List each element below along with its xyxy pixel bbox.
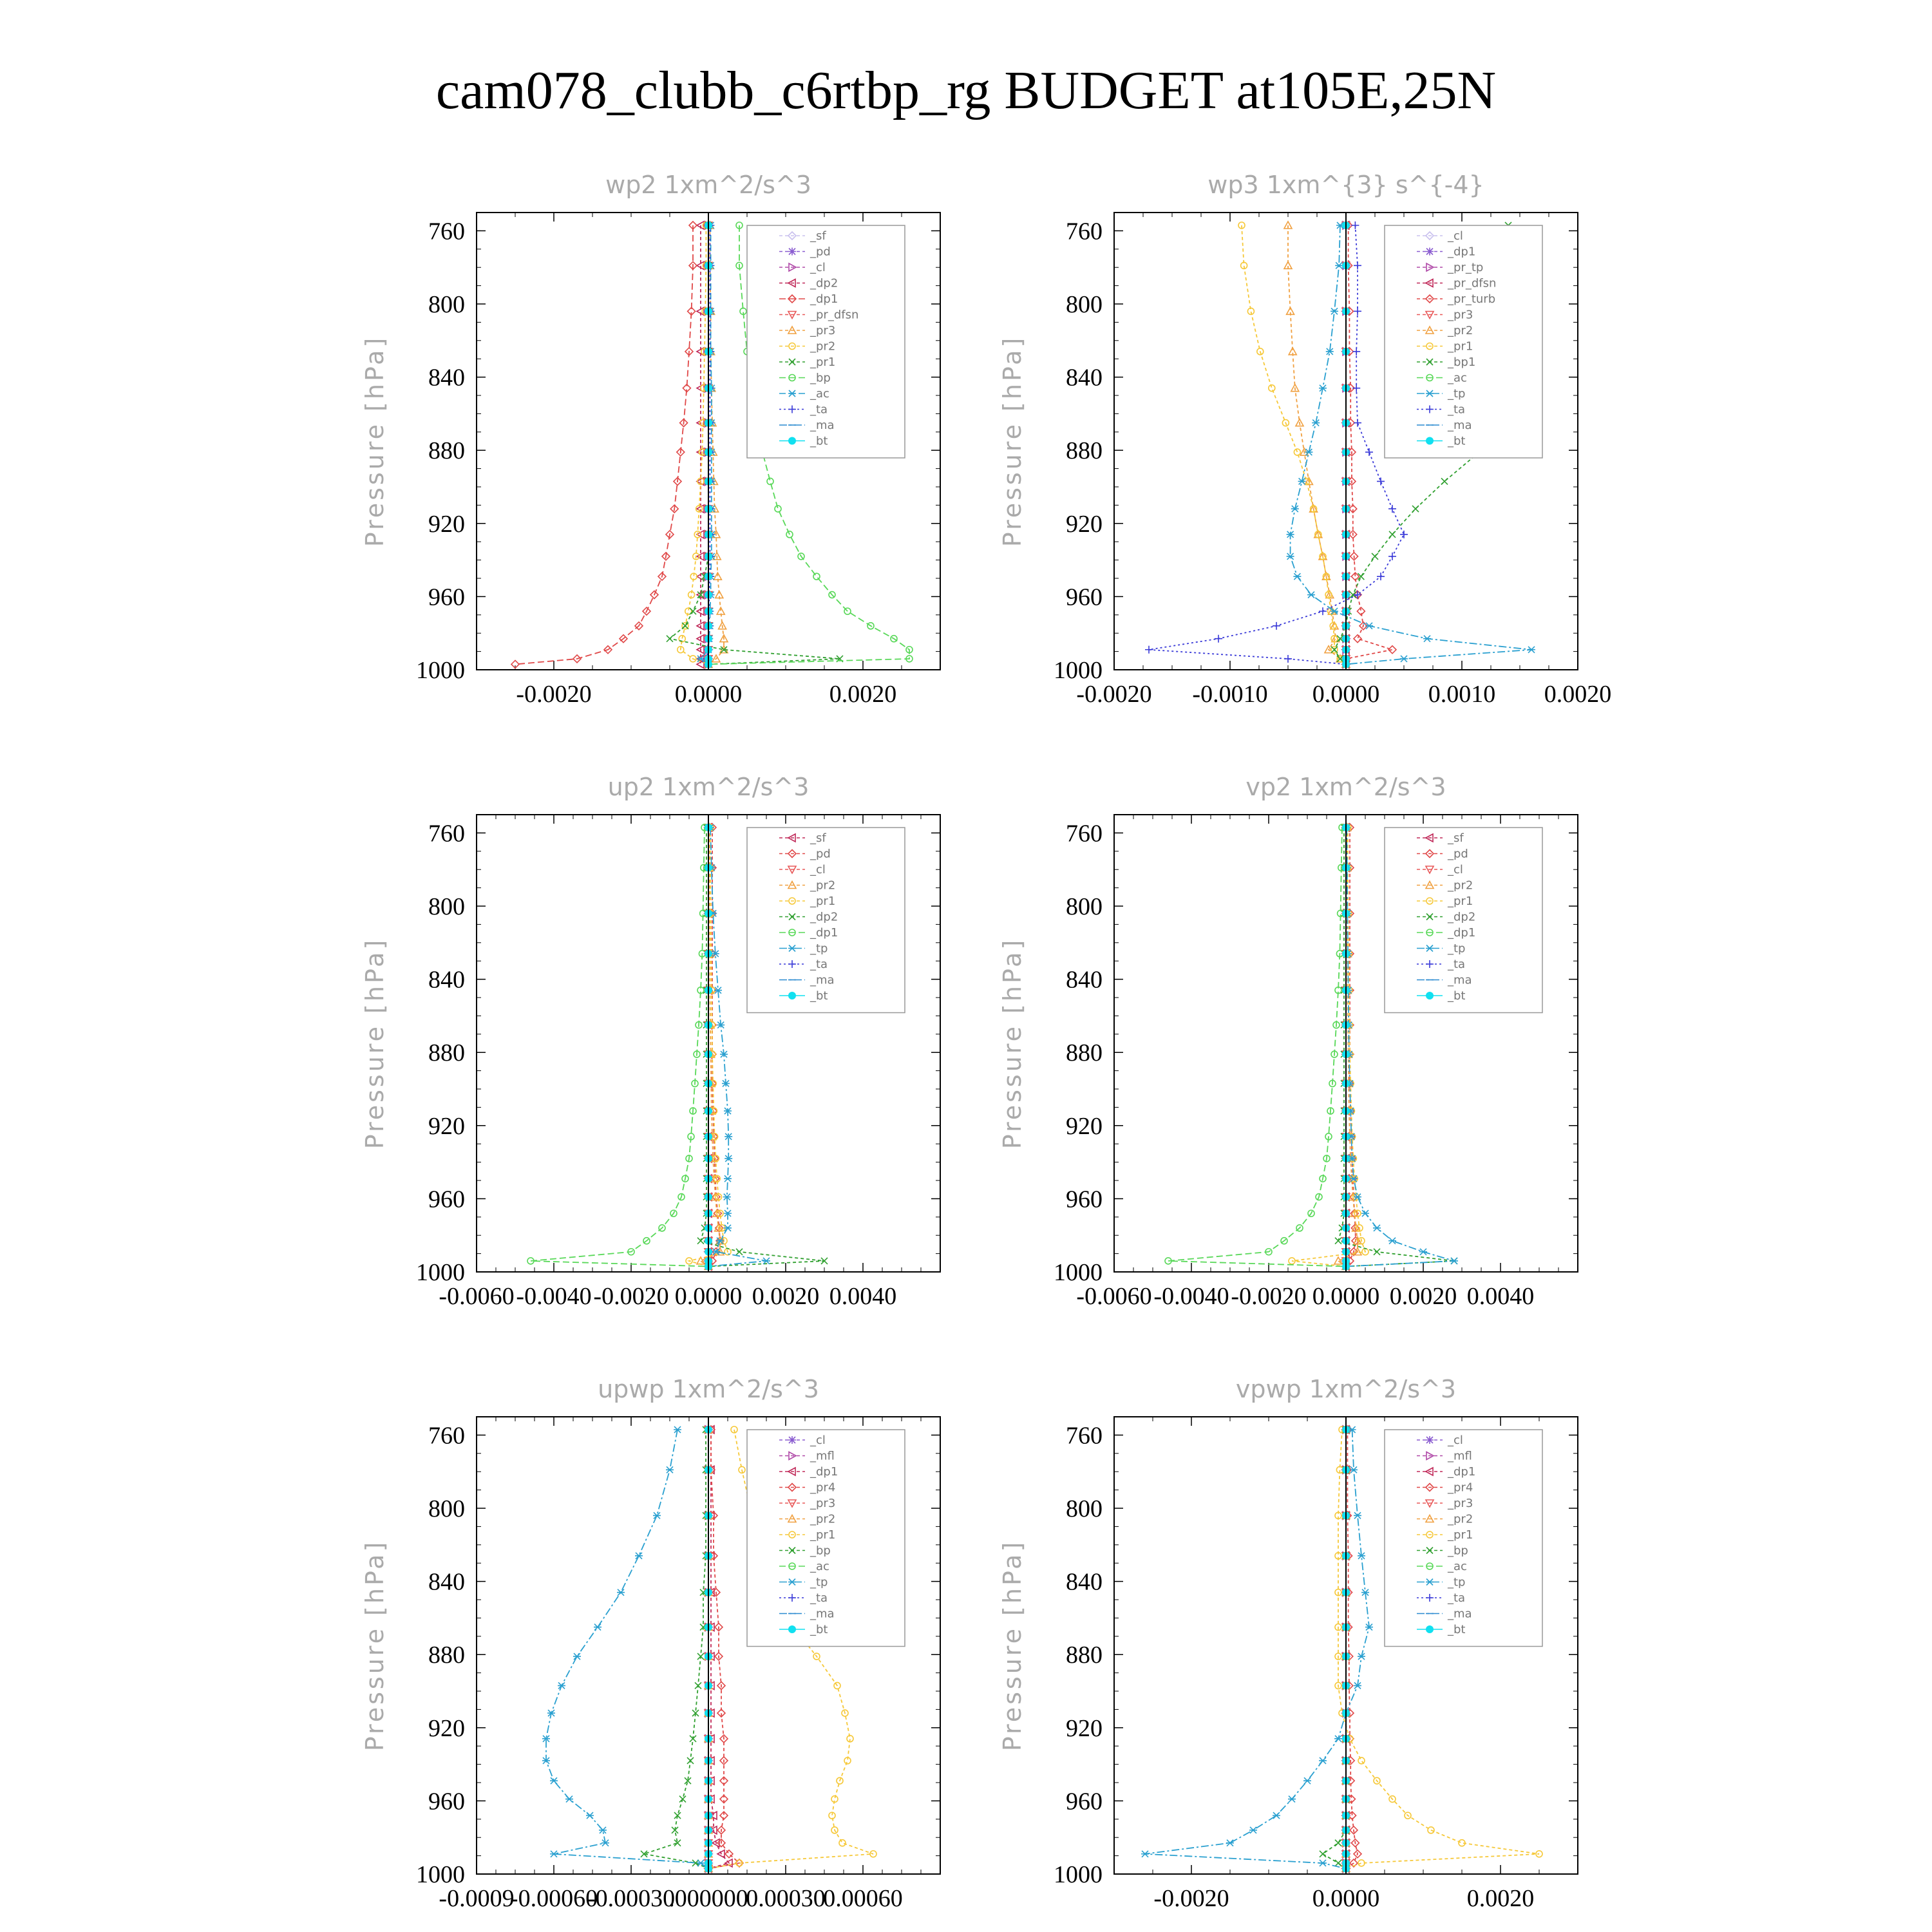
x-tick-label: 0.00060 bbox=[823, 1885, 903, 1912]
legend-label: _pd bbox=[1448, 847, 1468, 861]
panel-title: up2 1xm^2/s^3 bbox=[607, 773, 810, 801]
x-tick-label: -0.0040 bbox=[1153, 1283, 1229, 1310]
legend-label: _tp bbox=[1448, 942, 1466, 956]
x-tick-label: -0.0060 bbox=[439, 1283, 515, 1310]
legend bbox=[1385, 1430, 1542, 1647]
y-tick-label: 840 bbox=[428, 1568, 465, 1596]
legend-label: _ta bbox=[810, 402, 828, 417]
y-tick-label: 960 bbox=[428, 1788, 465, 1815]
x-tick-label: 0.0000 bbox=[674, 681, 743, 708]
x-tick-label: -0.00060 bbox=[509, 1885, 598, 1912]
y-tick-label: 960 bbox=[1066, 1186, 1103, 1213]
y-tick-label: 800 bbox=[428, 291, 465, 318]
y-tick-label: 760 bbox=[428, 1422, 465, 1450]
x-tick-label: -0.0010 bbox=[1192, 681, 1268, 708]
legend-label: _pr_turb bbox=[1448, 292, 1496, 306]
legend-label: _bt bbox=[1448, 989, 1466, 1003]
legend-label: _ma bbox=[810, 419, 835, 432]
x-tick-label: -0.0020 bbox=[1231, 1283, 1307, 1310]
legend-label: _pr1 bbox=[810, 895, 836, 908]
y-tick-label: 840 bbox=[1066, 1568, 1103, 1596]
y-tick-label: 800 bbox=[1066, 893, 1103, 920]
y-tick-label: 1000 bbox=[416, 1861, 465, 1888]
legend-label: _dp1 bbox=[810, 292, 838, 306]
legend-label: _pr4 bbox=[810, 1481, 836, 1495]
legend-label: _pr1 bbox=[1448, 339, 1473, 354]
figure-title: cam078_clubb_c6rtbp_rg BUDGET at105E,25N bbox=[435, 61, 1497, 120]
legend-label: _ta bbox=[1448, 1591, 1466, 1605]
legend-marker bbox=[788, 992, 796, 999]
legend-label: _ma bbox=[1448, 419, 1472, 432]
legend bbox=[747, 828, 905, 1013]
legend-label: _ac bbox=[810, 387, 829, 401]
y-tick-label: 880 bbox=[1066, 1039, 1103, 1067]
y-tick-label: 960 bbox=[1066, 1788, 1103, 1815]
legend-label: _pr3 bbox=[810, 324, 836, 337]
legend-label: _ma bbox=[810, 973, 835, 987]
legend-label: _cl bbox=[810, 1434, 826, 1447]
legend-label: _sf bbox=[810, 831, 826, 845]
x-tick-label: .000000 bbox=[668, 1885, 748, 1912]
legend-label: _dp1 bbox=[1448, 926, 1476, 940]
panel-title: wp2 1xm^2/s^3 bbox=[605, 171, 811, 199]
y-tick-label: 800 bbox=[428, 1495, 465, 1522]
legend-label: _tp bbox=[1448, 1575, 1466, 1589]
legend-label: _tp bbox=[810, 942, 828, 956]
x-tick-label: 0.0020 bbox=[1544, 681, 1612, 708]
legend-label: _ac bbox=[1448, 1560, 1467, 1573]
y-tick-label: 840 bbox=[1066, 364, 1103, 392]
legend-label: _pr3 bbox=[1448, 308, 1473, 322]
y-tick-label: 1000 bbox=[1054, 1861, 1103, 1888]
legend-marker bbox=[1426, 248, 1434, 256]
legend-marker bbox=[1426, 1436, 1434, 1444]
legend-label: _pd bbox=[810, 245, 831, 259]
legend-marker bbox=[788, 1436, 796, 1444]
legend-label: _cl bbox=[1448, 229, 1463, 243]
legend-label: _pr3 bbox=[810, 1497, 836, 1510]
y-tick-label: 920 bbox=[428, 510, 465, 538]
legend-label: _tp bbox=[810, 1575, 828, 1589]
legend-marker bbox=[788, 437, 796, 445]
x-tick-label: -0.0040 bbox=[516, 1283, 592, 1310]
y-tick-label: 840 bbox=[428, 966, 465, 994]
legend-label: _ta bbox=[810, 1591, 828, 1605]
y-tick-label: 920 bbox=[428, 1112, 465, 1140]
y-tick-label: 1000 bbox=[1054, 1259, 1103, 1286]
y-axis-label: Pressure [hPa] bbox=[361, 1539, 389, 1752]
y-tick-label: 800 bbox=[1066, 1495, 1103, 1522]
legend-label: _ac bbox=[810, 1560, 829, 1573]
legend-marker bbox=[1426, 1625, 1434, 1633]
y-tick-label: 800 bbox=[1066, 291, 1103, 318]
x-tick-label: 0.0020 bbox=[1389, 1283, 1457, 1310]
legend-label: _dp1 bbox=[1448, 1465, 1476, 1479]
legend-label: _pd bbox=[810, 847, 831, 861]
panel-title: upwp 1xm^2/s^3 bbox=[598, 1375, 819, 1403]
legend-label: _mfl bbox=[810, 1449, 835, 1463]
y-tick-label: 1000 bbox=[416, 657, 465, 684]
y-axis-label: Pressure [hPa] bbox=[361, 937, 389, 1150]
legend-label: _dp2 bbox=[810, 276, 838, 290]
legend-label: _bp bbox=[810, 1544, 831, 1558]
legend-label: _bp1 bbox=[1448, 355, 1476, 369]
y-tick-label: 960 bbox=[428, 583, 465, 611]
y-tick-label: 760 bbox=[1066, 820, 1103, 848]
panel-title: wp3 1xm^{3} s^{-4} bbox=[1208, 171, 1484, 199]
y-tick-label: 920 bbox=[1066, 510, 1103, 538]
legend bbox=[1385, 225, 1542, 458]
legend-label: _sf bbox=[810, 229, 826, 243]
legend-label: _tp bbox=[1448, 387, 1466, 401]
y-tick-label: 760 bbox=[1066, 218, 1103, 245]
x-tick-label: -0.0020 bbox=[1076, 681, 1152, 708]
x-tick-label: -0.0009 bbox=[439, 1885, 515, 1912]
legend-label: _cl bbox=[1448, 863, 1463, 876]
legend-label: _pr2 bbox=[1448, 1512, 1473, 1526]
legend-label: _pr3 bbox=[1448, 1497, 1473, 1510]
panel-title: vpwp 1xm^2/s^3 bbox=[1235, 1375, 1457, 1403]
x-tick-label: 0.00030 bbox=[746, 1885, 826, 1912]
legend-label: _pr1 bbox=[810, 1528, 836, 1542]
y-axis-label: Pressure [hPa] bbox=[998, 937, 1027, 1150]
x-tick-label: -0.0020 bbox=[1153, 1885, 1229, 1912]
y-tick-label: 840 bbox=[428, 364, 465, 392]
legend-label: _ta bbox=[1448, 958, 1466, 971]
legend-label: _bp bbox=[1448, 1544, 1468, 1558]
legend-label: _pr4 bbox=[1448, 1481, 1473, 1495]
y-tick-label: 880 bbox=[1066, 1642, 1103, 1669]
legend-label: _pr_dfsn bbox=[1448, 276, 1497, 290]
x-tick-label: 0.0000 bbox=[1312, 1885, 1380, 1912]
legend-label: _mfl bbox=[1448, 1449, 1472, 1463]
legend-label: _dp2 bbox=[810, 910, 838, 924]
y-tick-label: 880 bbox=[428, 1642, 465, 1669]
legend-label: _pr1 bbox=[1448, 1528, 1473, 1542]
legend bbox=[747, 225, 905, 458]
x-tick-label: 0.0040 bbox=[829, 1283, 897, 1310]
legend-label: _sf bbox=[1448, 831, 1464, 845]
legend-label: _bt bbox=[810, 1623, 828, 1636]
y-tick-label: 1000 bbox=[416, 1259, 465, 1286]
legend-label: _pr2 bbox=[810, 878, 836, 893]
x-tick-label: 0.0020 bbox=[829, 681, 897, 708]
legend-label: _bp bbox=[810, 371, 831, 385]
legend-label: _pr_dfsn bbox=[810, 308, 859, 322]
legend-marker bbox=[788, 248, 796, 256]
legend-marker bbox=[788, 1625, 796, 1633]
legend-label: _pr2 bbox=[810, 1512, 836, 1526]
x-tick-label: 0.0010 bbox=[1428, 681, 1496, 708]
y-tick-label: 920 bbox=[428, 1714, 465, 1742]
legend-label: _dp1 bbox=[810, 1465, 838, 1479]
legend-label: _dp1 bbox=[1448, 245, 1476, 259]
x-tick-label: 0.0000 bbox=[1312, 681, 1380, 708]
x-tick-label: -0.0020 bbox=[516, 681, 592, 708]
y-tick-label: 800 bbox=[428, 893, 465, 920]
legend-marker bbox=[1426, 992, 1434, 999]
x-tick-label: -0.0060 bbox=[1076, 1283, 1152, 1310]
legend bbox=[747, 1430, 905, 1647]
legend-label: _cl bbox=[810, 261, 826, 274]
legend-label: _ma bbox=[1448, 1607, 1472, 1621]
legend-label: _cl bbox=[1448, 1434, 1463, 1447]
x-tick-label: 0.0000 bbox=[674, 1283, 743, 1310]
legend-label: _ta bbox=[1448, 402, 1466, 417]
y-tick-label: 760 bbox=[428, 218, 465, 245]
legend-label: _pr2 bbox=[810, 339, 836, 354]
legend-label: _ta bbox=[810, 958, 828, 971]
legend-label: _bt bbox=[810, 434, 828, 448]
legend-label: _bt bbox=[1448, 1623, 1466, 1636]
legend-label: _ac bbox=[1448, 371, 1467, 385]
legend-label: _dp2 bbox=[1448, 910, 1476, 924]
legend-label: _bt bbox=[1448, 434, 1466, 448]
y-tick-label: 760 bbox=[428, 820, 465, 848]
legend-label: _pr2 bbox=[1448, 324, 1473, 337]
y-tick-label: 960 bbox=[428, 1186, 465, 1213]
legend-label: _pr2 bbox=[1448, 878, 1473, 893]
y-tick-label: 880 bbox=[1066, 437, 1103, 465]
legend-label: _ma bbox=[1448, 973, 1472, 987]
x-tick-label: 0.0040 bbox=[1466, 1283, 1535, 1310]
y-tick-label: 960 bbox=[1066, 583, 1103, 611]
x-tick-label: -0.0020 bbox=[593, 1283, 669, 1310]
y-axis-label: Pressure [hPa] bbox=[998, 335, 1027, 547]
legend-label: _bt bbox=[810, 989, 828, 1003]
y-tick-label: 920 bbox=[1066, 1112, 1103, 1140]
x-tick-label: -0.00030 bbox=[587, 1885, 676, 1912]
legend-label: _pr1 bbox=[810, 355, 836, 369]
legend-label: _pr_tp bbox=[1448, 261, 1484, 274]
legend-label: _dp1 bbox=[810, 926, 838, 940]
x-tick-label: 0.0020 bbox=[1466, 1885, 1535, 1912]
legend bbox=[1385, 828, 1542, 1013]
y-tick-label: 880 bbox=[428, 1039, 465, 1067]
legend-label: _pr1 bbox=[1448, 895, 1473, 908]
legend-label: _ma bbox=[810, 1607, 835, 1621]
y-tick-label: 1000 bbox=[1054, 657, 1103, 684]
y-tick-label: 840 bbox=[1066, 966, 1103, 994]
y-tick-label: 880 bbox=[428, 437, 465, 465]
x-tick-label: 0.0020 bbox=[752, 1283, 820, 1310]
y-axis-label: Pressure [hPa] bbox=[998, 1539, 1027, 1752]
legend-label: _cl bbox=[810, 863, 826, 876]
y-axis-label: Pressure [hPa] bbox=[361, 335, 389, 547]
y-tick-label: 760 bbox=[1066, 1422, 1103, 1450]
x-tick-label: 0.0000 bbox=[1312, 1283, 1380, 1310]
legend-marker bbox=[1426, 437, 1434, 445]
y-tick-label: 920 bbox=[1066, 1714, 1103, 1742]
panel-title: vp2 1xm^2/s^3 bbox=[1245, 773, 1446, 801]
